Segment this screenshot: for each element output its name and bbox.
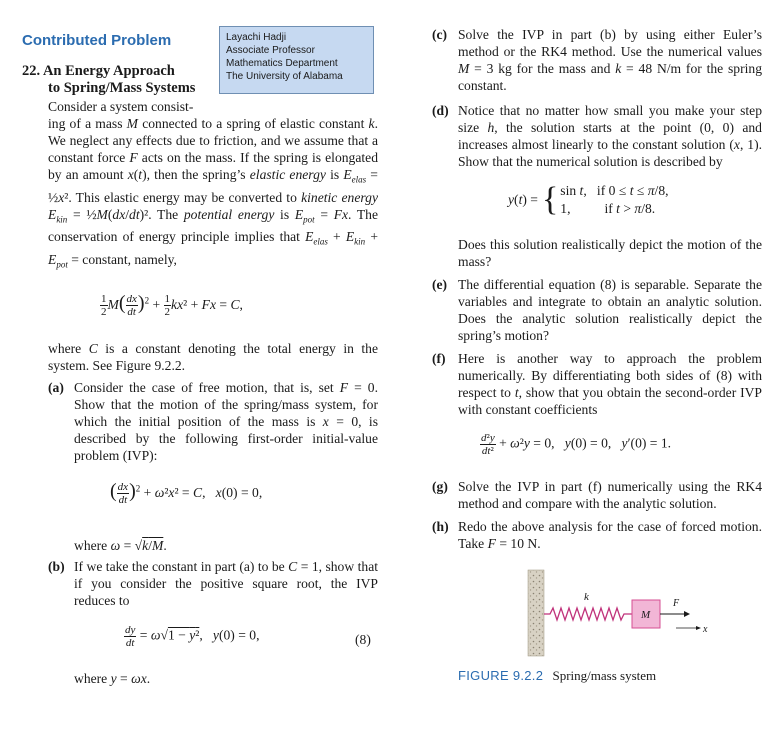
part-c: (c) Solve the IVP in part (b) by using either Euler’s method or the RK4 method. Use the numerical values M = 3 kg for the mass and k = 48 N/m for the spring constant. [432, 27, 762, 93]
equation-8-number: (8) [355, 632, 371, 647]
author-name: Layachi Hadji [226, 32, 287, 43]
part-d-label: (d) [432, 103, 449, 118]
energy-equation: $\frac{1}{2}$ M( $\frac{dx}{dt}$ )$^2$ + $\frac{1}{2}$ kx² + Fx = C, [101, 292, 243, 319]
problem-title-line-1: An Energy Approach [42, 63, 175, 79]
part-c-label: (c) [432, 27, 448, 42]
label-F: F [673, 598, 680, 609]
figure-caption-text: Spring/mass system [552, 668, 657, 683]
intro-paragraph: ing of a mass M connected to a spring of elastic constant k. We neglect any effects due to friction, and we assume that a constant force F acts on the mass. If the spring is elongated by an amount x(t), then the spring’s elastic energy is $E_{elas}$ = ½x². This elastic energy may be converted to kinetic energy $E_{kin}$ = ½M(dx/dt)². The potential energy is $E_{pot} = Fx$. The conservation of energy principle implies that $E_{elas} + E_{kin} + E_{pot}$ = constant, namely, [48, 116, 379, 270]
problem-heading [22, 63, 195, 97]
part-f-label: (f) [432, 351, 446, 366]
spring-mass-figure [520, 568, 720, 658]
part-d: (d) Notice that no matter how small you make your step size h, the solution starts at the point (0, 0) and increases almost linearly to the constant solution (x, 1). Show that the numerical solution is described by [432, 103, 763, 169]
part-b: (b) If we take the constant in part (a) to be C = 1, show that if you consider the positive square root, the IVP reduces to [48, 559, 379, 608]
piecewise-equation: y(t) = { sin t, if 0 ≤ t ≤ π/8, 1, if t > π/8. [508, 181, 669, 218]
problem-number: 22. [22, 63, 41, 79]
part-b-label: (b) [48, 559, 65, 574]
part-e-label: (e) [432, 277, 448, 292]
wall [528, 570, 544, 656]
figure-caption-number: FIGURE 9.2.2 [458, 668, 544, 683]
part-h-label: (h) [432, 519, 449, 534]
part-e: (e) The differential equation (8) is separable. Separate the variables and integrate to obtain an analytic solution. Does the analytic solution realistically depict the spring’s motion? [432, 277, 762, 343]
equation-a: ( $\frac{dx}{dt}$ )$^2$ + ω²x² = C, x(0) = 0, [110, 480, 263, 507]
author-title: Associate Professor [226, 45, 315, 56]
part-a: (a) Consider the case of free motion, that is, set F = 0. Show that the motion of the spring/mass system, for which the initial position of the mass is x = 0, is described by the following first-order initial-value problem (IVP): [48, 380, 378, 463]
author-dept: Mathematics Department [226, 58, 338, 69]
problem-title-line-2: to Spring/Mass Systems [48, 80, 196, 96]
figure-caption [458, 668, 656, 684]
author-university: The University of Alabama [226, 71, 343, 82]
label-k: k [584, 591, 589, 603]
where-y: where y = ωx. [74, 671, 151, 686]
intro-line-1: Consider a system consist- [48, 99, 194, 114]
author-box [219, 26, 374, 94]
equation-8: $\frac{dy}{dt}$ = ω√1 − y², y(0) = 0, [125, 624, 260, 649]
spring [544, 608, 632, 620]
label-M: M [641, 609, 651, 621]
part-g-label: (g) [432, 479, 448, 494]
after-energy-equation: where C is a constant denoting the total energy in the system. See Figure 9.2.2. [48, 341, 379, 373]
part-f: (f) Here is another way to approach the problem numerically. By differentiating both sides of (8) with respect to t, show that you obtain the second-order IVP with constant coefficients [432, 351, 762, 417]
after-d: Does this solution realistically depict the motion of the mass? [458, 237, 762, 269]
where-omega: where ω = √k/M. [74, 538, 167, 553]
part-g: (g) Solve the IVP in part (f) numerically using the RK4 method and compare with the analytic solution. [432, 479, 762, 511]
label-x: x [703, 624, 708, 635]
equation-f: $\frac{\text{d²y}}{\text{dt²}}$ + ω²y = 0, y(0) = 0, y′(0) = 1. [481, 432, 672, 457]
part-h: (h) Redo the above analysis for the case of forced motion. Take F = 10 N. [432, 519, 762, 551]
part-a-label: (a) [48, 380, 64, 395]
contributed-problem-label: Contributed Problem [22, 32, 172, 49]
